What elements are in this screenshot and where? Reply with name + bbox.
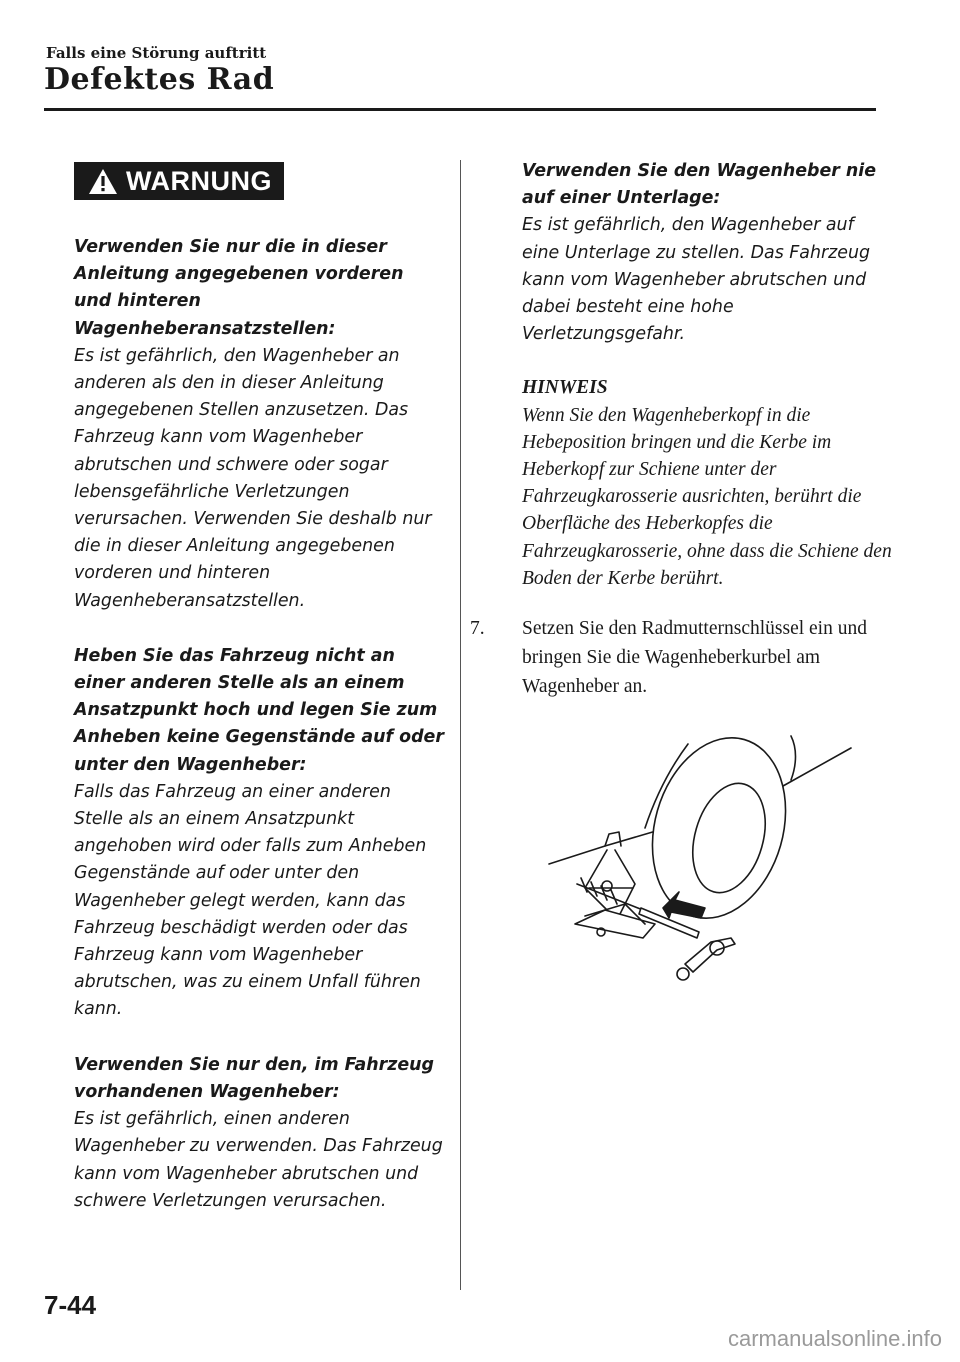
warning-heading: Verwenden Sie nur den, im Fahrzeug vorhandenen Wagenheber: <box>74 1054 434 1102</box>
column-divider <box>460 160 461 1290</box>
warning-heading: Heben Sie das Fahrzeug nicht an einer anderen Stelle als an einem Ansatzpunkt hoch und legen Sie zum Anheben keine Gegenstände auf oder unter den Wagenheber: <box>74 645 444 775</box>
left-column <box>74 162 444 1215</box>
warning-triangle-icon <box>88 168 118 195</box>
step-text: Setzen Sie den Radmutternschlüssel ein und bringen Sie die Wagenheberkurbel am Wagenheber an. <box>522 618 867 697</box>
tire <box>632 728 806 934</box>
page-number: 7-44 <box>44 1290 97 1320</box>
watermark: carmanualsonline.info <box>727 1326 942 1351</box>
warning-body: Es ist gefährlich, einen anderen Wagenheber zu verwenden. Das Fahrzeug kann vom Wagenheber abrutschen und schwere Verletzungen verursachen. <box>74 1109 443 1211</box>
note-block <box>522 374 894 592</box>
header-rule <box>44 108 876 111</box>
warning-paragraph <box>74 1052 444 1215</box>
warning-label: WARNUNG <box>126 165 272 196</box>
page-title: Defektes Rad <box>44 62 275 97</box>
section-label: Falls eine Störung auftritt <box>46 44 267 62</box>
note-body: Wenn Sie den Wagenheberkopf in die Hebeposition bringen und die Kerbe im Heberkopf zur Schiene unter der Fahrzeugkarosserie ausrichten, berührt die Oberfläche des Heberkopfes die Fahrzeugkarosserie, ohne dass die Schiene den Boden der Kerbe berührt. <box>522 404 892 589</box>
step-number: 7. <box>470 618 485 639</box>
warning-body: Es ist gefährlich, den Wagenheber auf eine Unterlage zu stellen. Das Fahrzeug kann vom Wagenheber abrutschen und dabei besteht eine hohe Verletzungsgefahr. <box>522 215 871 345</box>
warning-heading: Verwenden Sie den Wagenheber nie auf einer Unterlage: <box>522 161 877 209</box>
fender-right <box>783 748 851 786</box>
door-edge <box>791 736 796 780</box>
warning-heading: Verwenden Sie nur die in dieser Anleitung angegebenen vorderen und hinteren Wagenheberansatzstellen: <box>74 237 404 339</box>
warning-paragraph <box>522 158 894 348</box>
jack-wrench-illustration <box>545 728 865 990</box>
warning-body: Falls das Fahrzeug an einer anderen Stelle als an einem Ansatzpunkt angehoben wird oder falls zum Anheben Gegenstände auf oder unter den Wagenheber gelegt werden, kann das Fahrzeug beschädigt werden oder das Fahrzeug kann vom Wagenheber abrutschen, was zu einem Unfall führen kann. <box>74 781 427 1020</box>
warning-paragraph <box>74 643 444 1024</box>
scissor-jack <box>575 832 655 938</box>
warning-badge <box>74 162 284 200</box>
warning-paragraph <box>74 234 444 615</box>
note-title: HINWEIS <box>522 377 608 399</box>
warning-body: Es ist gefährlich, den Wagenheber an anderen als den in dieser Anleitung angegebenen Stellen anzusetzen. Das Fahrzeug kann vom Wagenheber abrutschen und schwere oder sogar lebensgefährliche Verletzungen verursachen. Verwenden Sie deshalb nur die in dieser Anleitung angegebenen vorderen und hinteren Wagenheberansatzstellen. <box>74 345 432 611</box>
right-column <box>522 158 894 592</box>
wheel-nut-wrench <box>685 938 735 972</box>
